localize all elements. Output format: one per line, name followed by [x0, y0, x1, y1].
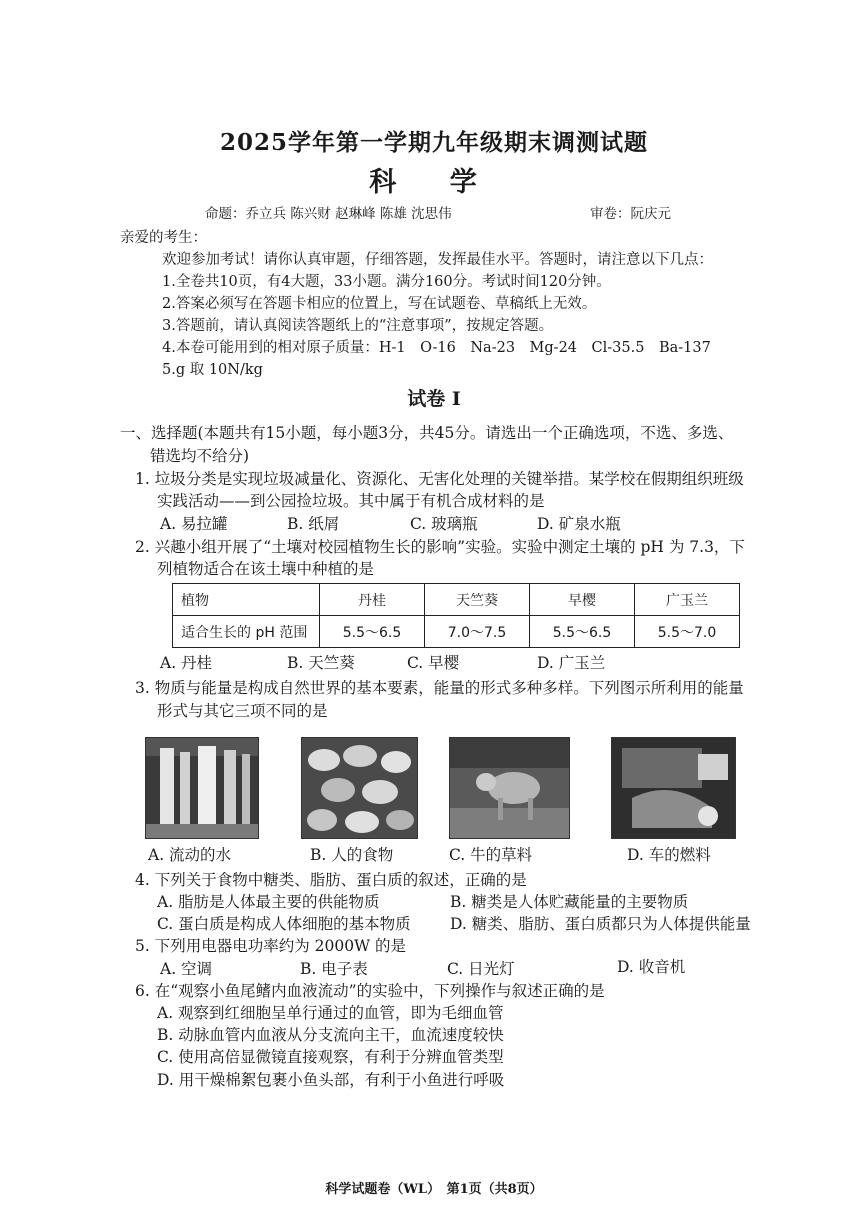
q1-option-d: D. 矿泉水瓶 — [537, 515, 621, 533]
table-cell: 植物 — [173, 584, 320, 616]
q2-stem: 2. 兴趣小组开展了“土壤对校园植物生长的影响”实验。实验中测定土壤的 pH 为 7.3，下 — [135, 538, 745, 556]
reviewer-line: 审卷：阮庆元 — [590, 206, 671, 222]
notice-intro: 欢迎参加考试！请你认真审题，仔细答题，发挥最佳水平。答题时，请注意以下几点： — [162, 252, 713, 268]
q4-option-d: D. 糖类、脂肪、蛋白质都只为人体提供能量 — [450, 915, 751, 933]
q3-caption-d: D. 车的燃料 — [627, 846, 711, 864]
section-header-cont: 错选均不给分) — [150, 447, 250, 465]
table-cell: 丹桂 — [320, 584, 425, 616]
q4-stem: 4. 下列关于食物中糖类、脂肪、蛋白质的叙述，正确的是 — [135, 871, 527, 889]
q3-caption-b: B. 人的食物 — [310, 846, 394, 864]
q2-option-b: B. 天竺葵 — [287, 654, 355, 672]
table-cell: 7.0～7.5 — [425, 616, 530, 648]
q1-option-a: A. 易拉罐 — [160, 515, 228, 533]
q5-stem: 5. 下列用电器电功率约为 2000W 的是 — [135, 937, 406, 955]
table-cell: 广玉兰 — [635, 584, 740, 616]
notice-item: 4.本卷可能用到的相对原子质量：H-1 O-16 Na-23 Mg-24 Cl-35.5 Ba-137 — [162, 340, 711, 356]
q6-option-c: C. 使用高倍显微镜直接观察，有利于分辨血管类型 — [157, 1048, 504, 1066]
waterfall-photo — [145, 737, 259, 839]
q5-option-c: C. 日光灯 — [447, 960, 515, 978]
food-photo — [301, 737, 418, 839]
q3-stem: 3. 物质与能量是构成自然世界的基本要素，能量的形式多种多样。下列图示所利用的能量 — [135, 679, 744, 697]
q2-option-c: C. 早樱 — [407, 654, 460, 672]
table-cell: 5.5～6.5 — [320, 616, 425, 648]
table-cell: 5.5～6.5 — [530, 616, 635, 648]
q1-stem: 1. 垃圾分类是实现垃圾减量化、资源化、无害化处理的关键举措。某学校在假期组织班级 — [135, 470, 744, 488]
q5-option-d: D. 收音机 — [617, 958, 686, 976]
q3-stem-cont: 形式与其它三项不同的是 — [157, 702, 328, 720]
notice-greeting: 亲爱的考生： — [120, 230, 207, 246]
q5-option-b: B. 电子表 — [300, 960, 368, 978]
section-title: 试卷 I — [407, 388, 461, 410]
table-cell: 早樱 — [530, 584, 635, 616]
q1-stem-cont: 实践活动——到公园捡垃圾。其中属于有机合成材料的是 — [157, 492, 545, 510]
table-cell: 5.5～7.0 — [635, 616, 740, 648]
q2-option-a: A. 丹桂 — [160, 654, 213, 672]
table-cell: 天竺葵 — [425, 584, 530, 616]
authors-line: 命题：乔立兵 陈兴财 赵琳峰 陈雄 沈思伟 — [205, 206, 452, 222]
q1-option-c: C. 玻璃瓶 — [410, 515, 478, 533]
page-footer: 科学试题卷（WL） 第1页（共8页） — [325, 1182, 543, 1197]
q6-stem: 6. 在“观察小鱼尾鳍内血液流动”的实验中，下列操作与叙述正确的是 — [135, 982, 605, 1000]
cattle-photo — [449, 737, 570, 839]
table-header-row — [173, 584, 740, 616]
section-header: 一、选择题(本题共有15小题，每小题3分，共45分。请选出一个正确选项，不选、多选、 — [120, 424, 734, 442]
q6-option-d: D. 用干燥棉絮包裹小鱼头部，有利于小鱼进行呼吸 — [157, 1071, 505, 1089]
q2-option-d: D. 广玉兰 — [537, 654, 606, 672]
notice-item: 3.答题前，请认真阅读答题纸上的“注意事项”，按规定答题。 — [162, 318, 554, 334]
q1-option-b: B. 纸屑 — [287, 515, 340, 533]
table-row — [173, 616, 740, 648]
exam-title: 2025学年第一学期九年级期末调测试题 — [219, 129, 648, 156]
q3-caption-a: A. 流动的水 — [148, 846, 232, 864]
q4-option-c: C. 蛋白质是构成人体细胞的基本物质 — [157, 915, 411, 933]
q2-stem-cont: 列植物适合在该土壤中种植的是 — [157, 560, 375, 578]
notice-item: 5.g 取 10N/kg — [162, 362, 263, 378]
ph-table — [172, 583, 740, 648]
q6-option-a: A. 观察到红细胞呈单行通过的血管，即为毛细血管 — [157, 1004, 504, 1022]
notice-item: 2.答案必须写在答题卡相应的位置上，写在试题卷、草稿纸上无效。 — [162, 296, 597, 312]
q4-option-a: A. 脂肪是人体最主要的供能物质 — [157, 893, 380, 911]
q6-option-b: B. 动脉血管内血液从分支流向主干，血流速度较快 — [157, 1026, 504, 1044]
subject-title: 科 学 — [369, 167, 499, 198]
car-fuel-photo — [611, 737, 736, 839]
q3-caption-c: C. 牛的草料 — [449, 846, 533, 864]
q5-option-a: A. 空调 — [160, 960, 213, 978]
table-cell: 适合生长的 pH 范围 — [173, 616, 320, 648]
notice-item: 1.全卷共10页，有4大题，33小题。满分160分。考试时间120分钟。 — [162, 274, 611, 290]
q4-option-b: B. 糖类是人体贮藏能量的主要物质 — [450, 893, 689, 911]
